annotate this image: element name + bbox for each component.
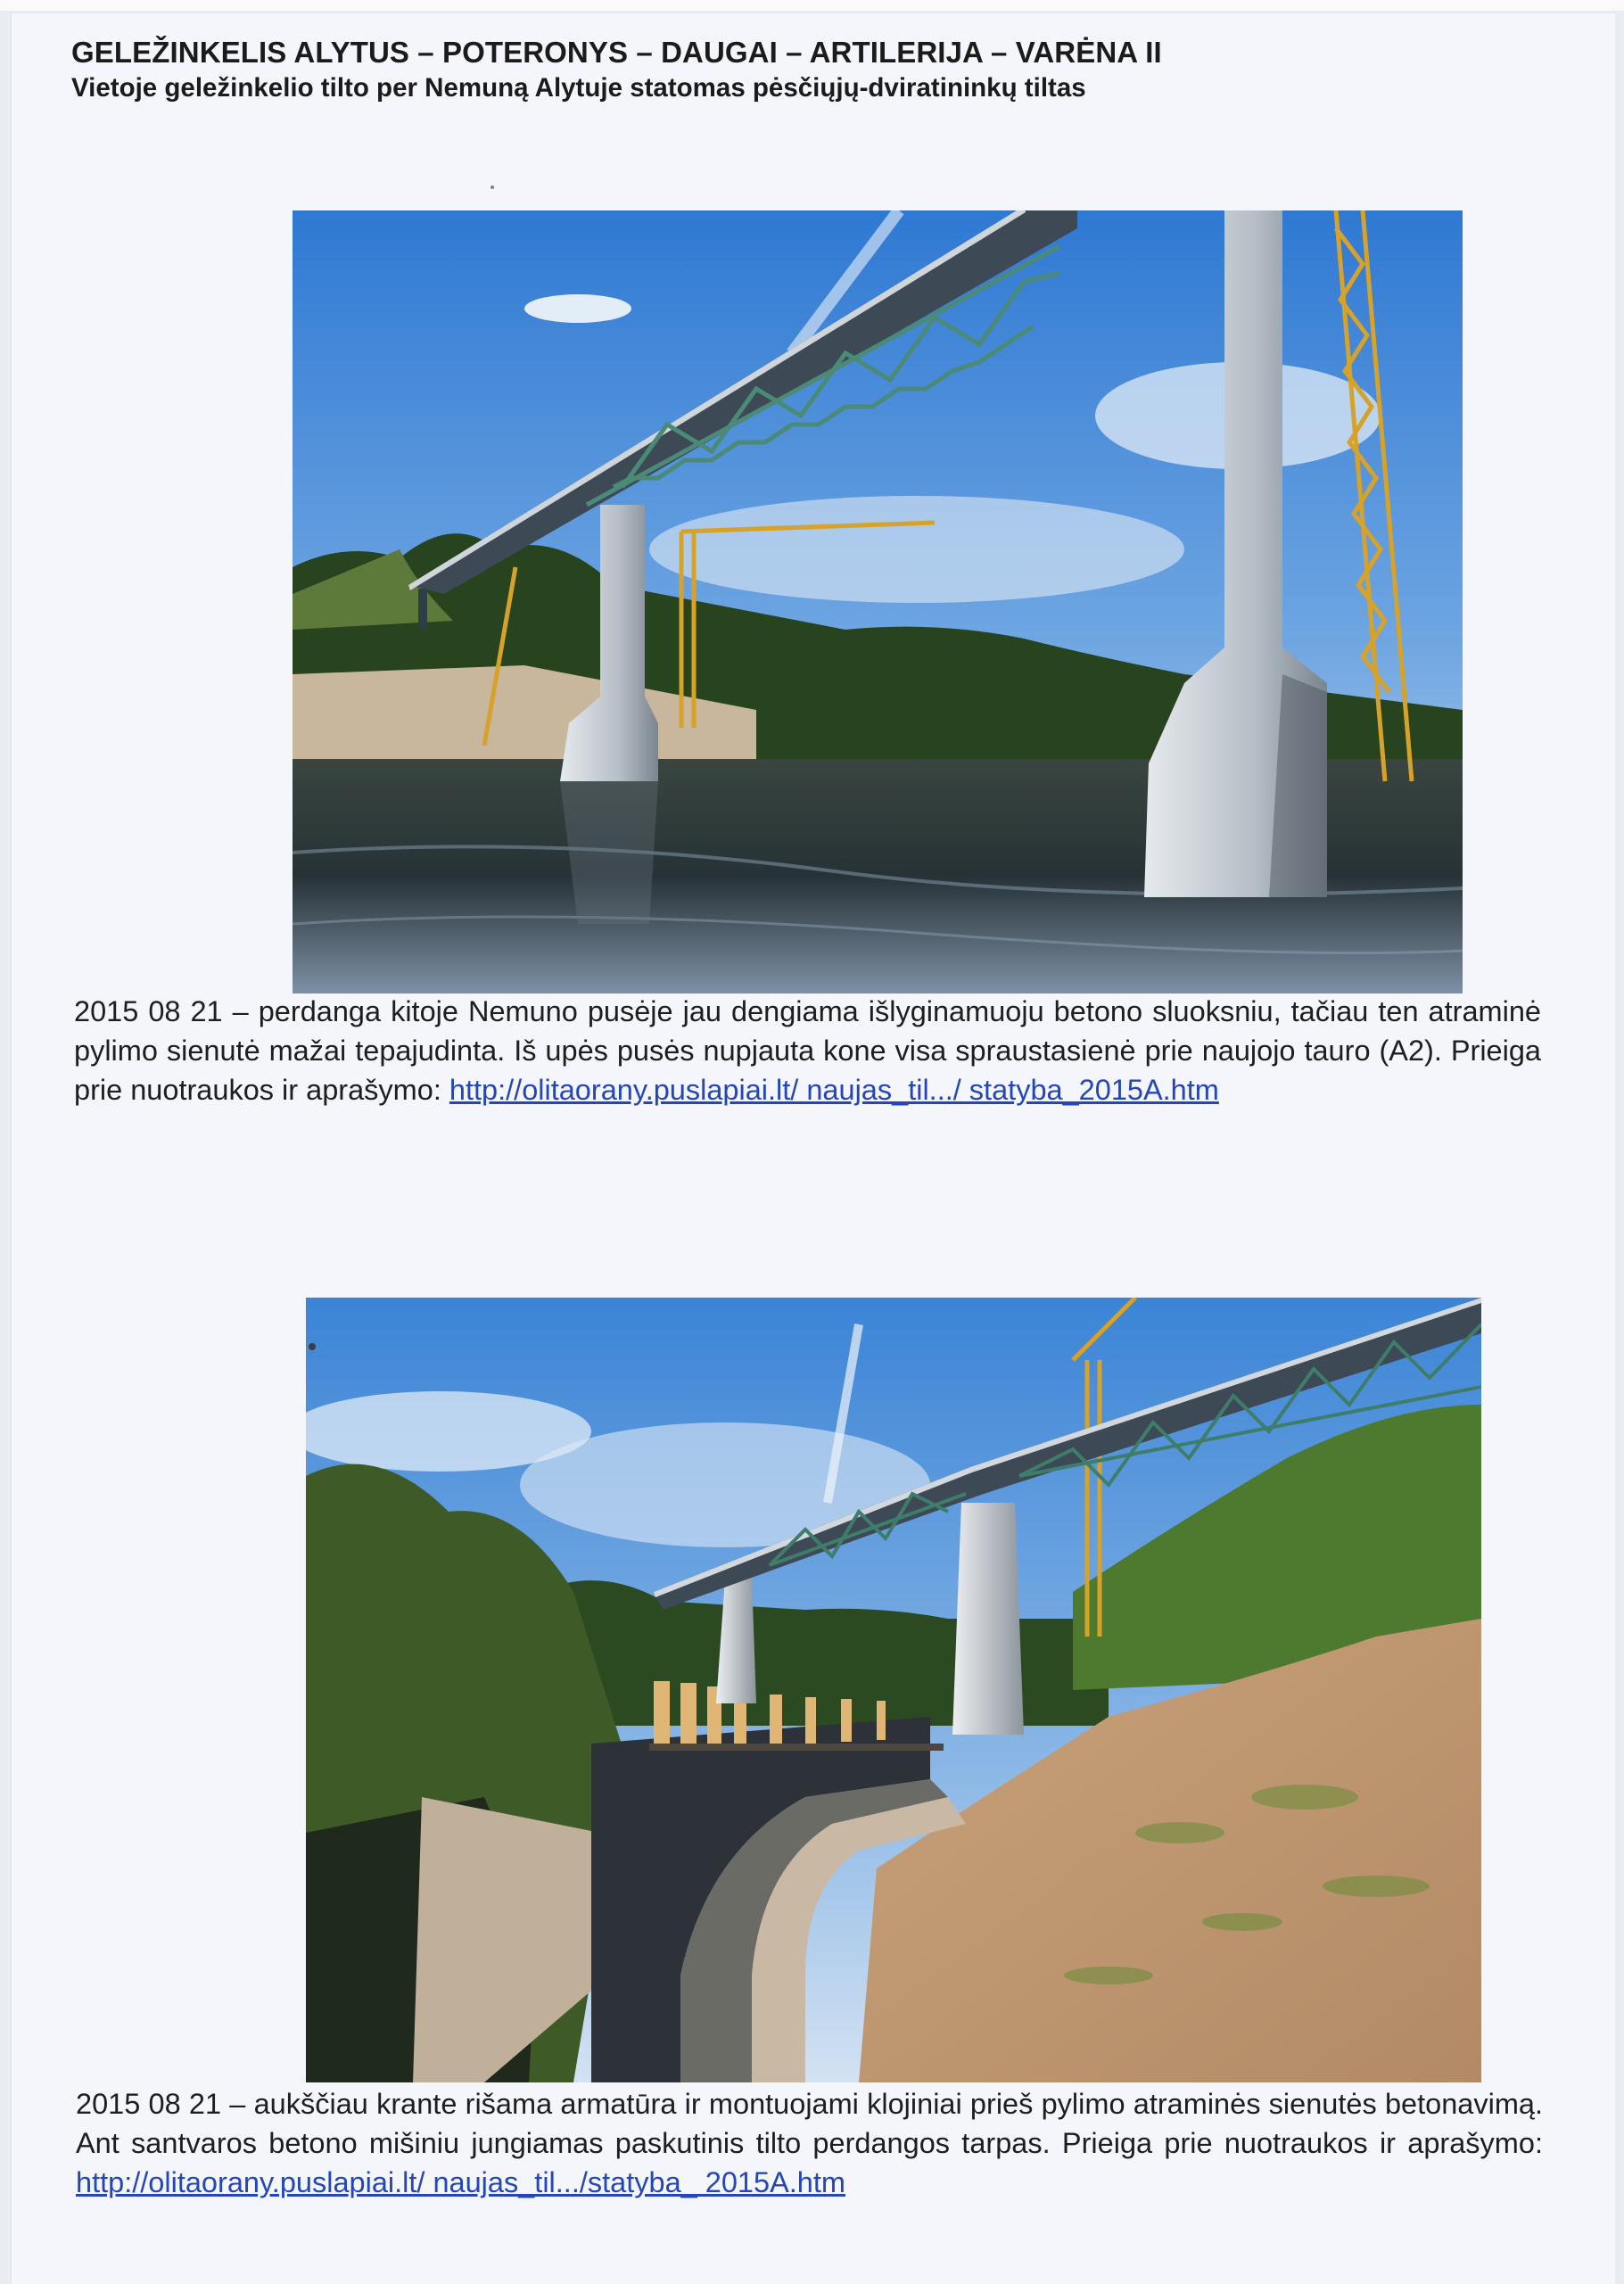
scan-speck: [309, 1343, 316, 1350]
scan-speck: [490, 186, 494, 189]
photo-2-caption-text: 2015 08 21 – aukščiau krante rišama armatūra ir montuojami klojiniai prieš pylimo atraminės sienutės betonavimą. Ant santvaros betono mišiniu jungiamas paskutinis tilto perdangos tarpas. Prieiga prie nuotraukos ir aprašymo:: [76, 2088, 1543, 2159]
scan-top-edge: [0, 0, 1624, 11]
photo-1-caption-text: 2015 08 21 – perdanga kitoje Nemuno pusėje jau dengiama išlyginamuoju betono sluoksniu, tačiau ten atraminė pylimo sienutė mažai tepajudinta. Iš upės pusės nupjauta kone visa spraustasienė prie naujojo tauro (A2). Prieiga prie nuotraukos ir aprašymo:: [74, 995, 1541, 1106]
embankment-photo: [306, 1298, 1481, 2082]
photo-1-caption: [74, 992, 1541, 1109]
photo-2-caption: [76, 2084, 1543, 2202]
page-title: GELEŽINKELIS ALYTUS – POTERONYS – DAUGAI – ARTILERIJA – VARĖNA II: [71, 36, 1162, 69]
photo-1-link[interactable]: http://olitaorany.puslapiai.lt/ naujas_til.../ statyba_2015A.htm: [449, 1074, 1219, 1106]
bridge-river-photo: [293, 210, 1463, 994]
photo-2-link[interactable]: http://olitaorany.puslapiai.lt/ naujas_til.../statyba_ 2015A.htm: [76, 2166, 845, 2198]
page-subtitle: Vietoje geležinkelio tilto per Nemuną Alytuje statomas pėsčiųjų-dviratininkų tiltas: [71, 73, 1086, 103]
